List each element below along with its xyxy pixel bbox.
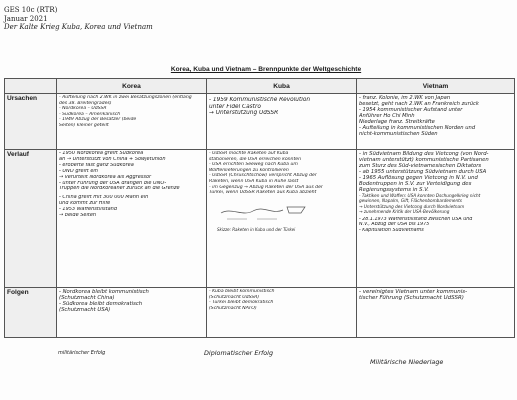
footer-note-vietnam: Militärische Niederlage xyxy=(370,358,444,366)
note-line: - im Gegenzug → Abzug Raketen der USA aus der xyxy=(209,184,323,190)
note-line: Niederlage franz. Streitkräfte xyxy=(359,119,435,125)
sketch-caption: Skizze: Raketen in Kuba und der Türkei xyxy=(217,226,296,232)
note-line: und kommt zur Hilfe xyxy=(59,201,111,207)
cell-vietnam-verlauf xyxy=(357,150,515,288)
column-header-korea: Korea xyxy=(57,79,207,94)
note-line: - Nordkorea – UdSSR xyxy=(59,106,107,112)
document-header xyxy=(4,6,153,32)
note-line: - 1954 kommunistischer Aufstand unter xyxy=(359,107,463,113)
cell-vietnam-folgen xyxy=(357,288,515,338)
note-line: → beide Seiten xyxy=(59,213,97,219)
page-title: Korea, Kuba und Vietnam – Brennpunkte der Weltgeschichte xyxy=(170,66,362,73)
note-line: besetzt, geht nach 2.WK an Frankreich zurück xyxy=(359,101,479,107)
note-line: - UNO greift ein xyxy=(59,168,98,174)
note-line: - Südkorea bleibt demokratisch xyxy=(59,301,143,308)
corner-cell xyxy=(5,79,57,94)
note-line: - UdSSR (Chruschtschow) verspricht Abzug der xyxy=(209,173,317,179)
note-line: - vereinigtes Vietnam unter kommunis- xyxy=(359,289,468,295)
note-list xyxy=(59,95,204,129)
note-line: (Schutzmacht China) xyxy=(59,295,115,302)
note-list xyxy=(209,97,354,117)
course-label: GES 10c (RTR) xyxy=(4,6,58,14)
note-line: - Taktiken und Waffen: USA konnten Dschungelkrieg nicht xyxy=(359,193,481,198)
note-line: - eroberte fast ganz Südkorea xyxy=(59,162,134,168)
note-line: (Schutzmacht USA) xyxy=(59,307,111,314)
footer-note-korea: militärischer Erfolg xyxy=(58,350,106,356)
note-line: Waffenlieferungen zu kontrollieren xyxy=(209,167,289,173)
note-line: - Aufteilung nach 2.WK in zwei Besatzungszonen (entlang xyxy=(59,95,192,100)
note-line: - Aufteilung in kommunistischen Norden und xyxy=(359,125,476,131)
note-line: Anführer Ho Chi Minh xyxy=(359,113,415,119)
worksheet-subtitle: Der Kalte Krieg Kuba, Korea und Vietnam xyxy=(4,23,153,32)
note-line: vietnam unterstützt) kommunistische Partisanen xyxy=(359,157,489,163)
note-line: - Kuba bleibt kommunistisch xyxy=(209,289,275,294)
note-list xyxy=(209,289,354,311)
note-line: (Schutzmacht NATO) xyxy=(209,305,257,311)
date-label: Januar 2021 xyxy=(4,14,48,23)
note-line: → verurteilt Nordkorea als Aggressor xyxy=(59,174,152,180)
cell-korea-folgen xyxy=(57,288,207,338)
row-label-ursachen: Ursachen xyxy=(5,94,57,150)
note-line: (Schutzmacht UdSSR) xyxy=(209,294,260,300)
cell-kuba-folgen xyxy=(207,288,357,338)
note-line: nicht-kommunistischen Süden xyxy=(359,131,438,137)
note-list xyxy=(59,151,204,219)
note-line: - 1949 Abzug der Besatzer (beide xyxy=(59,117,137,123)
note-line: tischer Führung (Schutzmacht UdSSR) xyxy=(359,295,464,302)
note-line: Raketen, wenn USA Kuba in Ruhe lässt xyxy=(209,178,299,184)
cell-kuba-ursachen xyxy=(207,94,357,150)
note-line: unter Fidel Castro xyxy=(209,103,261,110)
note-line: - USA errichten Seeweg nach Kuba um xyxy=(209,162,298,168)
cell-korea-ursachen xyxy=(57,94,207,150)
column-header-kuba: Kuba xyxy=(207,79,357,94)
note-line: - 28.1.1973 Waffenstillstand zwischen USA und xyxy=(359,216,473,222)
note-line: - UdSSR möchte Raketen auf Kuba xyxy=(209,151,289,156)
note-line: - 1953 Waffenstillstand xyxy=(59,207,118,213)
table-row-ursachen xyxy=(5,94,515,150)
note-line: - ab 1955 unterstützung Südvietnam durch USA xyxy=(359,169,487,175)
note-line: - unter Führung der USA drängen die UNO- xyxy=(59,180,167,186)
note-list xyxy=(59,289,204,313)
note-line: Regierungssystems in S.V. xyxy=(359,187,429,193)
note-line: Türkei, wenn UdSSR Raketen aus Kuba abzieht xyxy=(209,190,317,196)
note-line: - franz. Kolonie, im 2.WK von Japan xyxy=(359,95,451,101)
note-line: Seiten) kleiner geteilt xyxy=(59,122,109,128)
table-row-folgen xyxy=(5,288,515,338)
note-line: N.V., Abzug der USA bis 1975 xyxy=(359,222,430,228)
note-list xyxy=(209,151,354,196)
note-line: → Unterstützung UdSSR xyxy=(209,110,279,117)
missile-sketch xyxy=(217,199,312,223)
note-line: des 38. Breitengrades) xyxy=(59,100,112,106)
row-label-folgen: Folgen xyxy=(5,288,57,338)
row-label-verlauf: Verlauf xyxy=(5,150,57,288)
note-line: gewinnen, Napalm, Gift, Flächenbombardements xyxy=(359,198,462,204)
column-header-vietnam: Vietnam xyxy=(357,79,515,94)
note-line: an → Unterstützt von China + Sowjetunion xyxy=(59,156,166,162)
footer-note-kuba: Diplomatischer Erfolg xyxy=(204,349,274,357)
note-list xyxy=(359,289,512,302)
note-line: - 1965 Auflösung gegen Vietcong in N.V. und xyxy=(359,175,478,181)
note-line: - Nordkorea bleibt kommunistisch xyxy=(59,289,149,295)
note-line: zum Sturz des Süd-vietnamesischen Diktators xyxy=(359,163,482,169)
table-row-verlauf xyxy=(5,150,515,288)
comparison-table xyxy=(4,78,515,338)
note-line: → zunehmende Kritik der USA-Bevölkerung xyxy=(359,209,450,215)
cell-kuba-verlauf xyxy=(207,150,357,288)
note-line: Truppen die Nordkoreaner zurück an die Grenze xyxy=(59,186,180,192)
cell-korea-verlauf xyxy=(57,150,207,288)
note-line: - Südkorea – Amerikanisch xyxy=(59,111,121,117)
note-list xyxy=(359,95,512,137)
note-line: - Türkei bleibt demokratisch xyxy=(209,300,274,306)
note-line: - 1950 Nordkorea greift Südkorea xyxy=(59,151,144,156)
table-header-row xyxy=(5,79,515,94)
note-line: - 1959 Kommunistische Revolution xyxy=(209,97,311,103)
note-line: - China greift mit 300 000 Mann ein xyxy=(59,195,149,201)
note-line: - in Südvietnam Bildung des Vietcong (von Nord- xyxy=(359,151,489,157)
cell-vietnam-ursachen xyxy=(357,94,515,150)
note-line: → Unterstützung des Vietcong durch Nordvietnam xyxy=(359,203,465,209)
note-line: stationieren, die USA erreichen konnten xyxy=(209,156,301,162)
note-line: Bodentruppen in S.V. zur Verteidigung des xyxy=(359,181,472,187)
note-line: - Kapitulation Südvietnams xyxy=(359,227,424,233)
note-list xyxy=(359,151,512,233)
